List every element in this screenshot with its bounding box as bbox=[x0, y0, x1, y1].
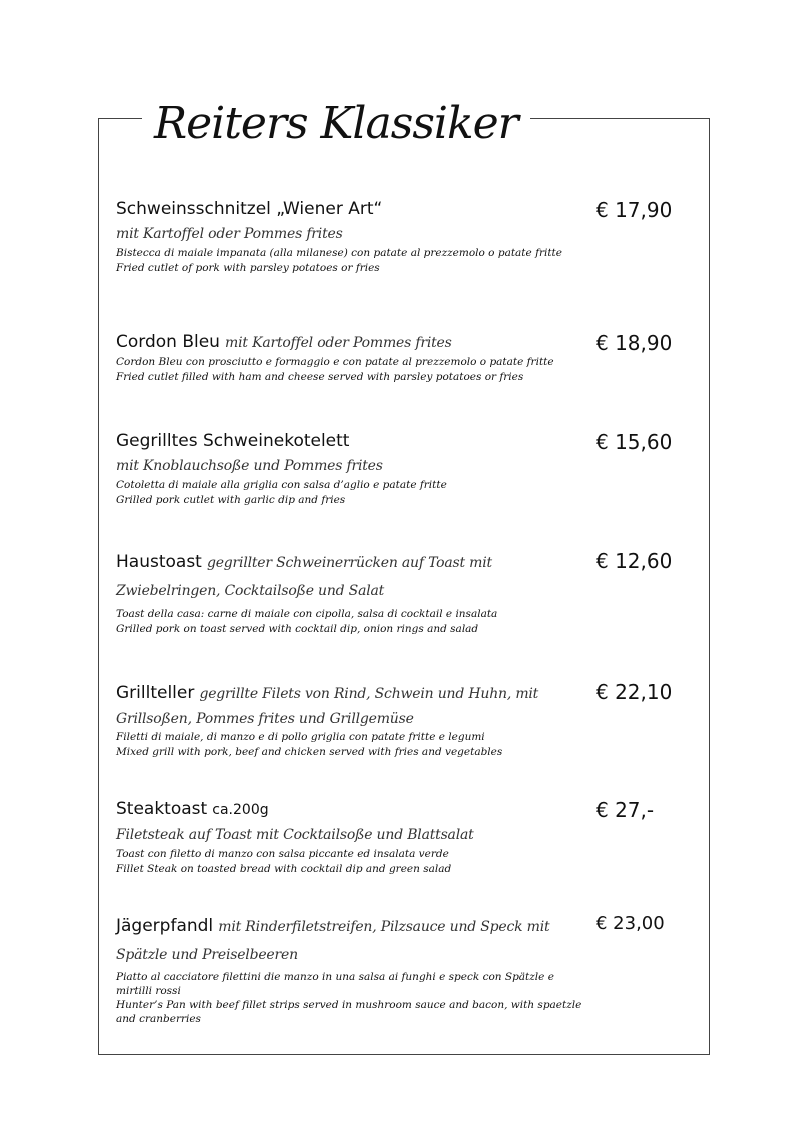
item-subtitle: gegrillter Schweinerrücken auf Toast mit bbox=[206, 555, 492, 571]
item-price: € 22,10 bbox=[596, 680, 673, 704]
item-description-english: Fillet Steak on toasted bread with cocktail dip and green salad bbox=[116, 862, 452, 875]
item-description-english: Fried cutlet of pork with parsley potatoes or fries bbox=[116, 261, 380, 274]
item-subtitle-continued: Zwiebelringen, Cocktailsoße und Salat bbox=[116, 583, 385, 599]
item-subtitle: mit Kartoffel oder Pommes frites bbox=[225, 335, 452, 351]
item-name: Gegrilltes Schweinekotelett bbox=[116, 431, 350, 451]
item-price: € 23,00 bbox=[596, 913, 665, 934]
menu-item-grillteller bbox=[116, 680, 586, 759]
item-description-italian: Toast con filetto di manzo con salsa piccante ed insalata verde bbox=[116, 848, 449, 860]
item-description-italian: Bistecca di maiale impanata (alla milanese) con patate al prezzemolo o patate fritte bbox=[116, 247, 562, 259]
item-price: € 27,- bbox=[596, 798, 655, 822]
menu-item-haustoast bbox=[116, 549, 586, 636]
menu-title: Reiters Klassiker bbox=[142, 96, 530, 152]
item-subtitle: mit Rinderfiletstreifen, Pilzsauce und Speck mit bbox=[218, 919, 550, 935]
item-description-english: Mixed grill with pork, beef and chicken served with fries and vegetables bbox=[116, 745, 503, 758]
item-description-italian: Toast della casa: carne di maiale con cipolla, salsa di cocktail e insalata bbox=[116, 608, 498, 620]
menu-item-jaegerpfandl bbox=[116, 913, 586, 1026]
item-description-english: Hunter’s Pan with beef fillet strips served in mushroom sauce and bacon, with spaetzle and cranberries bbox=[116, 999, 582, 1025]
item-subtitle: mit Kartoffel oder Pommes frites bbox=[116, 226, 343, 242]
item-description-italian: Filetti di maiale, di manzo e di pollo griglia con patate fritte e legumi bbox=[116, 731, 485, 743]
item-subtitle: gegrillte Filets von Rind, Schwein und Huhn, mit bbox=[199, 686, 539, 702]
item-subtitle-continued: Grillsoßen, Pommes frites und Grillgemüse bbox=[116, 711, 414, 727]
item-description-italian: Piatto al cacciatore filettini die manzo in una salsa ai funghi e speck con Spätzle e mirtilli rossi bbox=[116, 971, 554, 997]
menu-item-steaktoast bbox=[116, 797, 586, 876]
item-description-italian: Cotoletta di maiale alla griglia con salsa d’aglio e patate fritte bbox=[116, 479, 447, 491]
item-name: Cordon Bleu bbox=[116, 332, 220, 352]
menu-item-schweinekotelett bbox=[116, 429, 586, 507]
item-description-italian: Cordon Bleu con prosciutto e formaggio e con patate al prezzemolo o patate fritte bbox=[116, 356, 554, 368]
item-weight: ca.200g bbox=[212, 802, 269, 818]
item-name: Haustoast bbox=[116, 552, 202, 572]
item-price: € 15,60 bbox=[596, 430, 673, 454]
item-price: € 12,60 bbox=[596, 549, 673, 573]
item-name: Grillteller bbox=[116, 683, 195, 703]
item-description-english: Fried cutlet filled with ham and cheese served with parsley potatoes or fries bbox=[116, 370, 524, 383]
item-subtitle-continued: Spätzle und Preiselbeeren bbox=[116, 947, 298, 963]
item-name: Schweinsschnitzel „Wiener Art“ bbox=[116, 199, 383, 219]
item-price: € 18,90 bbox=[596, 331, 673, 355]
item-name: Jägerpfandl bbox=[116, 916, 214, 936]
menu-item-cordon-bleu bbox=[116, 330, 586, 384]
item-price: € 17,90 bbox=[596, 198, 673, 222]
item-description-english: Grilled pork cutlet with garlic dip and fries bbox=[116, 493, 346, 506]
item-subtitle: mit Knoblauchsoße und Pommes frites bbox=[116, 458, 383, 474]
item-name: Steaktoast bbox=[116, 799, 208, 819]
item-description-english: Grilled pork on toast served with cocktail dip, onion rings and salad bbox=[116, 622, 479, 635]
menu-item-schweinsschnitzel bbox=[116, 197, 586, 275]
item-subtitle: Filetsteak auf Toast mit Cocktailsoße und Blattsalat bbox=[116, 827, 474, 843]
